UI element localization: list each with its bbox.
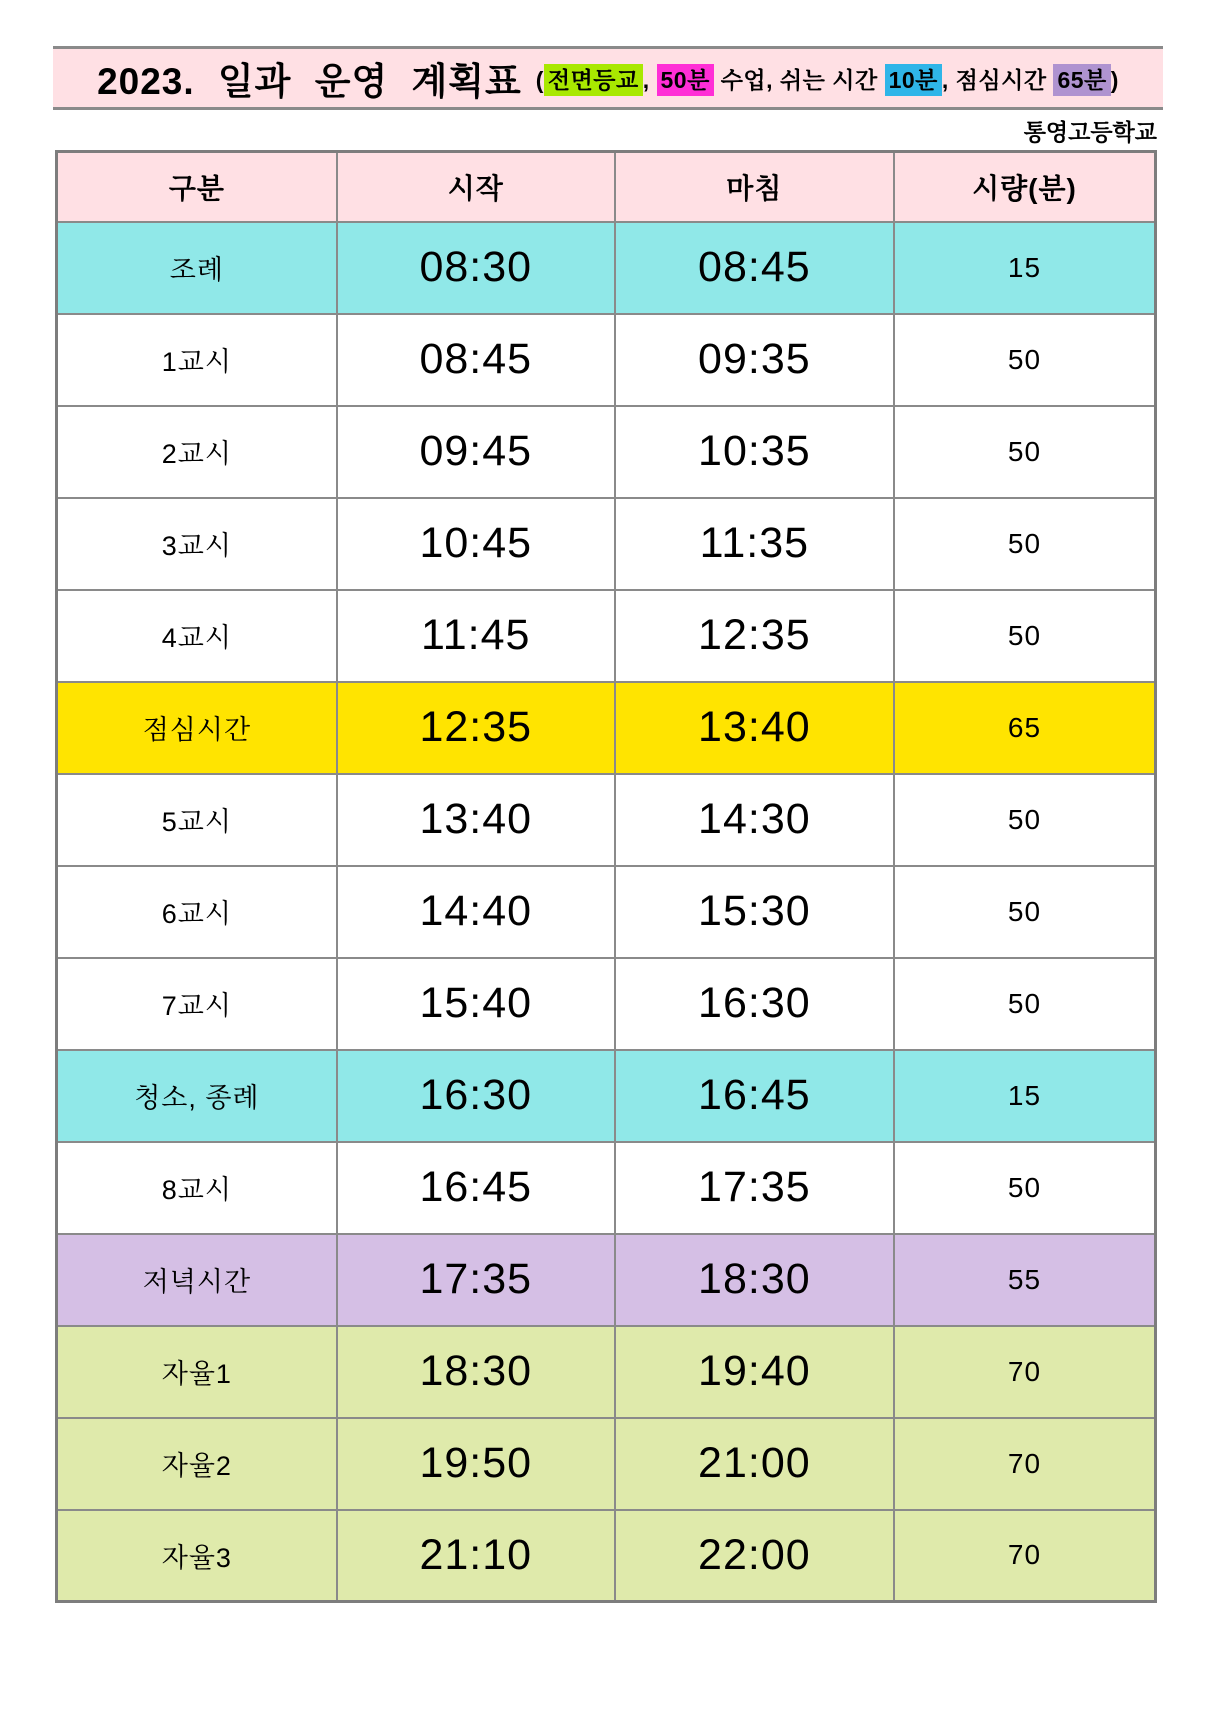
row-start-time: 12:35 — [337, 682, 615, 774]
row-start-time: 11:45 — [337, 590, 615, 682]
row-end-time: 17:35 — [615, 1142, 894, 1234]
table-row-period-4 — [57, 590, 1156, 682]
legend-text-lunch: , 점심시간 — [941, 66, 1054, 93]
row-end-time: 21:00 — [615, 1418, 894, 1510]
row-label: 청소, 종례 — [57, 1050, 337, 1142]
row-start-time: 15:40 — [337, 958, 615, 1050]
legend-highlight-lunch-length: 65분 — [1053, 64, 1110, 96]
row-duration: 65 — [894, 682, 1156, 774]
row-label: 7교시 — [57, 958, 337, 1050]
table-row-cleaning-dismissal — [57, 1050, 1156, 1142]
row-start-time: 21:10 — [337, 1510, 615, 1602]
row-duration: 55 — [894, 1234, 1156, 1326]
row-duration: 70 — [894, 1418, 1156, 1510]
row-label: 1교시 — [57, 314, 337, 406]
row-end-time: 22:00 — [615, 1510, 894, 1602]
table-row-period-6 — [57, 866, 1156, 958]
legend-text-class: 수업, 쉬는 시간 — [713, 66, 885, 93]
legend-highlight-class-length: 50분 — [657, 64, 714, 96]
row-end-time: 09:35 — [615, 314, 894, 406]
row-end-time: 11:35 — [615, 498, 894, 590]
legend-paren-open: ( — [535, 66, 544, 93]
page-title: 2023. 일과 운영 계획표 — [97, 61, 522, 102]
table-row-morning-assembly — [57, 222, 1156, 314]
table-row-period-5 — [57, 774, 1156, 866]
legend-comma: , — [642, 66, 657, 93]
row-start-time: 08:45 — [337, 314, 615, 406]
table-row-dinner — [57, 1234, 1156, 1326]
table-row-period-7 — [57, 958, 1156, 1050]
row-label: 2교시 — [57, 406, 337, 498]
header-start: 시작 — [337, 152, 615, 222]
row-start-time: 09:45 — [337, 406, 615, 498]
row-label: 자율1 — [57, 1326, 337, 1418]
row-start-time: 18:30 — [337, 1326, 615, 1418]
table-row-self-study-3 — [57, 1510, 1156, 1602]
row-label: 8교시 — [57, 1142, 337, 1234]
row-end-time: 16:45 — [615, 1050, 894, 1142]
row-duration: 50 — [894, 498, 1156, 590]
row-duration: 50 — [894, 406, 1156, 498]
row-start-time: 14:40 — [337, 866, 615, 958]
row-start-time: 19:50 — [337, 1418, 615, 1510]
header-row — [57, 152, 1156, 222]
legend-highlight-break-length: 10분 — [885, 64, 942, 96]
row-label: 자율2 — [57, 1418, 337, 1510]
row-label: 4교시 — [57, 590, 337, 682]
row-start-time: 16:45 — [337, 1142, 615, 1234]
row-label: 6교시 — [57, 866, 337, 958]
header-end: 마침 — [615, 152, 894, 222]
row-duration: 50 — [894, 774, 1156, 866]
title-legend — [536, 62, 1119, 95]
row-duration: 50 — [894, 314, 1156, 406]
row-start-time: 17:35 — [337, 1234, 615, 1326]
row-end-time: 08:45 — [615, 222, 894, 314]
row-start-time: 10:45 — [337, 498, 615, 590]
row-end-time: 19:40 — [615, 1326, 894, 1418]
school-name: 통영고등학교 — [1023, 119, 1157, 145]
row-label: 저녁시간 — [57, 1234, 337, 1326]
row-duration: 50 — [894, 866, 1156, 958]
table-row-self-study-1 — [57, 1326, 1156, 1418]
row-end-time: 10:35 — [615, 406, 894, 498]
row-label: 조례 — [57, 222, 337, 314]
row-duration: 70 — [894, 1326, 1156, 1418]
row-start-time: 08:30 — [337, 222, 615, 314]
title-banner — [53, 46, 1163, 110]
row-end-time: 13:40 — [615, 682, 894, 774]
table-row-period-8 — [57, 1142, 1156, 1234]
row-end-time: 15:30 — [615, 866, 894, 958]
header-duration: 시량(분) — [894, 152, 1156, 222]
row-end-time: 16:30 — [615, 958, 894, 1050]
table-row-self-study-2 — [57, 1418, 1156, 1510]
row-start-time: 16:30 — [337, 1050, 615, 1142]
row-duration: 50 — [894, 590, 1156, 682]
legend-highlight-attendance: 전면등교 — [544, 64, 643, 96]
row-duration: 50 — [894, 1142, 1156, 1234]
table-row-period-1 — [57, 314, 1156, 406]
header-category: 구분 — [57, 152, 337, 222]
row-duration: 15 — [894, 1050, 1156, 1142]
row-duration: 70 — [894, 1510, 1156, 1602]
schedule-table — [55, 150, 1157, 1603]
table-row-period-3 — [57, 498, 1156, 590]
row-duration: 15 — [894, 222, 1156, 314]
row-label: 5교시 — [57, 774, 337, 866]
legend-paren-close: ) — [1110, 66, 1119, 93]
row-end-time: 14:30 — [615, 774, 894, 866]
table-row-period-2 — [57, 406, 1156, 498]
table-row-lunch — [57, 682, 1156, 774]
row-end-time: 12:35 — [615, 590, 894, 682]
row-duration: 50 — [894, 958, 1156, 1050]
row-start-time: 13:40 — [337, 774, 615, 866]
row-label: 점심시간 — [57, 682, 337, 774]
row-end-time: 18:30 — [615, 1234, 894, 1326]
row-label: 3교시 — [57, 498, 337, 590]
row-label: 자율3 — [57, 1510, 337, 1602]
